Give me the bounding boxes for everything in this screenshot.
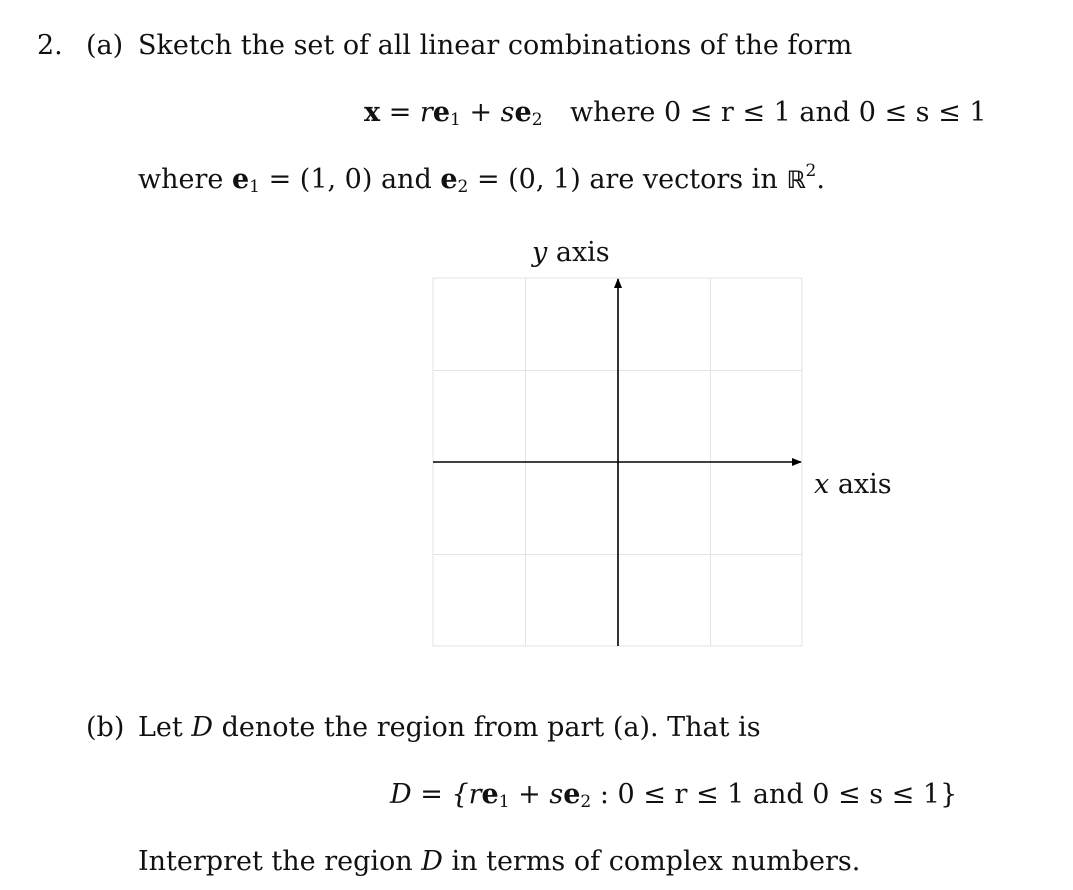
set-e2-subscript: 2: [580, 792, 592, 812]
set-e1: e: [481, 779, 499, 810]
def-e1: e: [231, 164, 250, 195]
e1-definition: = (1, 0) and: [268, 164, 432, 195]
def-e2-subscript: 2: [457, 177, 469, 197]
x-axis-label: [814, 471, 892, 498]
equation-conditions: where 0 ≤ r ≤ 1 and 0 ≤ s ≤ 1: [570, 97, 987, 128]
part-b-label: (b): [86, 712, 125, 743]
part-b-pre: Let: [138, 712, 183, 743]
interpret-var-d: D: [421, 846, 443, 877]
eq-mid: = r: [388, 97, 433, 128]
x-axis-var: x: [814, 469, 830, 500]
interpret-post: in terms of complex numbers.: [451, 846, 861, 877]
e2-subscript: 2: [531, 110, 543, 130]
y-axis-word: axis: [547, 237, 610, 268]
set-rest: : 0 ≤ r ≤ 1 and 0 ≤ s ≤ 1}: [599, 779, 958, 810]
set-plus: + s: [518, 779, 564, 810]
def-e2: e: [440, 164, 458, 195]
where-word: where: [138, 164, 224, 195]
e2-definition: = (0, 1) are vectors in: [476, 164, 778, 195]
part-b-var-d: D: [191, 712, 214, 743]
set-e1-subscript: 1: [498, 792, 510, 812]
set-lhs: D: [390, 779, 412, 810]
interpret-pre: Interpret the region: [138, 846, 413, 877]
e1-subscript: 1: [450, 110, 461, 130]
part-b-prompt: [138, 714, 761, 741]
set-e2: e: [563, 779, 581, 810]
y-axis-var: y: [532, 237, 548, 268]
vector-e1: e: [432, 97, 451, 128]
problem-number: 2.: [37, 30, 63, 61]
interpret-question: [138, 848, 860, 875]
x-axis-word: axis: [829, 469, 892, 500]
def-e1-subscript: 1: [249, 177, 260, 197]
vector-e2: e: [514, 97, 532, 128]
set-definition-equation: [390, 779, 958, 812]
set-open: = {r: [420, 779, 482, 810]
vector-x: x: [364, 97, 381, 128]
part-a-label: (a): [86, 30, 124, 61]
sentence-end: .: [816, 164, 825, 195]
part-a-prompt: Sketch the set of all linear combinations of the form: [138, 30, 853, 61]
part-b-post: denote the region from part (a). That is: [221, 712, 761, 743]
real-space-symbol: ℝ: [786, 166, 806, 194]
eq-plus: + s: [469, 97, 515, 128]
real-space-exponent: 2: [805, 161, 817, 181]
